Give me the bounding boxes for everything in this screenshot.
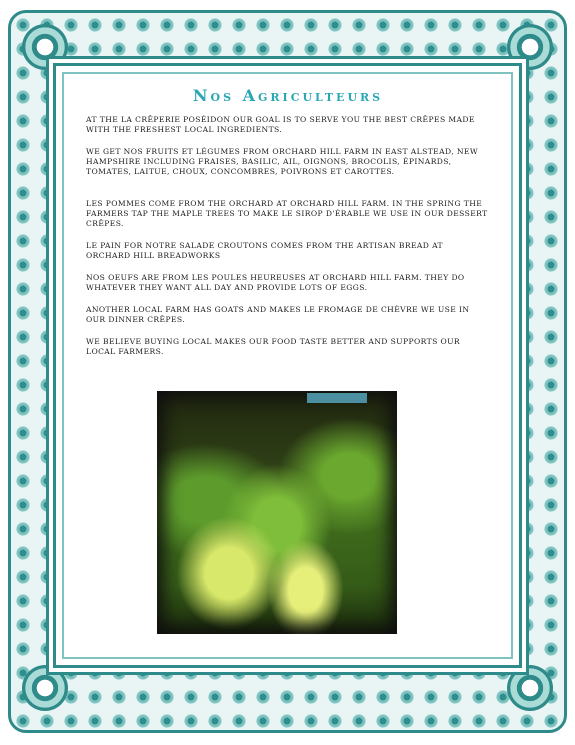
paragraph-goal: AT THE LA CRÊPERIE POSÉIDON OUR GOAL IS TO SERVE YOU THE BEST CRÊPES MADE WITH THE FRESHEST LOCAL INGREDIENTS. bbox=[86, 115, 475, 134]
paragraph-apples: LES POMMES COME FROM THE ORCHARD AT ORCHARD HILL FARM. IN THE SPRING THE FARMERS TAP THE MAPLE TREES TO MAKE LE SIROP D'ÉRABLE WE USE IN OUR DESSERT CRÊPES. bbox=[86, 199, 488, 228]
paragraph-eggs: NOS OEUFS ARE FROM LES POULES HEUREUSES AT ORCHARD HILL FARM. THEY DO WHATEVER THEY WANT ALL DAY AND PROVIDE LOTS OF EGGS. bbox=[86, 273, 465, 292]
garden-photo bbox=[157, 391, 397, 634]
paragraph-produce: WE GET NOS FRUITS ET LÉGUMES FROM ORCHARD HILL FARM IN EAST ALSTEAD, NEW HAMPSHIRE INCLUDING FRAISES, BASILIC, AIL, OIGNONS, BROCOLIS, ÉPINARDS, TOMATES, LAITUE, CHOUX, CONCOMBRES, POIVRONS ET CAROTTES. bbox=[86, 147, 479, 176]
paragraph-bread: LE PAIN FOR NOTRE SALADE CROUTONS COMES FROM THE ARTISAN BREAD AT ORCHARD HILL BREADWORKS bbox=[86, 241, 444, 260]
paragraph-cheese: ANOTHER LOCAL FARM HAS GOATS AND MAKES LE FROMAGE DE CHÈVRE WE USE IN OUR DINNER CRÊPES. bbox=[86, 305, 470, 324]
content bbox=[86, 86, 490, 369]
paragraph-local: WE BELIEVE BUYING LOCAL MAKES OUR FOOD TASTE BETTER AND SUPPORTS OUR LOCAL FARMERS. bbox=[86, 337, 461, 356]
page-title: Nos Agriculteurs bbox=[192, 86, 384, 105]
